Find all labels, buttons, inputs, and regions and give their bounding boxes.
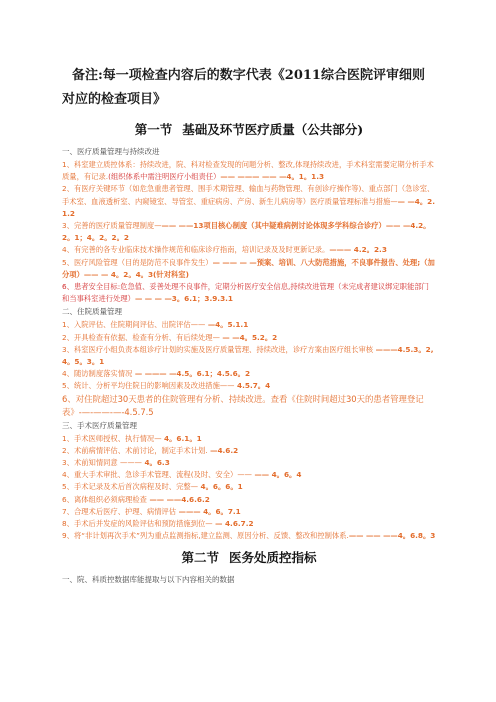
- list-item: 8、手术后并发症的风险评估和预防措施到位— — 4.6.7.2: [62, 519, 254, 529]
- section-heading-1: [62, 120, 436, 140]
- list-item: 6、对住院超过30天患者的住院管理有分析、持续改进。查看《住院时间超过30天的患者管理登记表》-—-——-—-4.5.7.5: [62, 393, 424, 417]
- list-item: 6、离体组织必须病理检查 —— ——4.6.6.2: [62, 494, 210, 504]
- list-item: 5、统计、分析平均住院日的影响因素及改进措施—— 4.5.7。4: [62, 381, 271, 391]
- document-title: 备注:每一项检查内容后的数字代表《2011综合医院评审细则对应的检查项目》: [62, 68, 425, 107]
- list-item: 9、将“非计划再次手术”列为重点监测指标,建立监测、原因分析、反馈、整改和控制体系.—— —— ——4。6.8。3: [62, 531, 436, 541]
- list-item: 1、入院评估、住院期间评估、出院评估—— —4。5.1.1: [62, 320, 249, 330]
- section-heading-2: [62, 548, 436, 568]
- list-item: 1、手术医师授权、执行情况— 4。6.1。1: [62, 433, 202, 443]
- list-item: 7、合理术后医疗、护理、病情评估 ——— 4。6。7.1: [62, 506, 241, 516]
- group-heading-surgery: 三、手术医疗质量管理: [62, 420, 137, 430]
- list-item: 5、医疗风险管理（目的是防范不良事件发生）— —— — —预案、培训、八大防范措施，不良事件报告、处理;（加分项）—— — 4。2。4。3(针对科室): [62, 257, 435, 279]
- list-item: 3、完善的医疗质量管理制度——— ——13项目核心制度（其中疑难病例讨论体现多学科综合诊疗）—— —4.2。2。1；4。2。2。2: [62, 221, 431, 243]
- section-number: 第一节: [134, 122, 173, 137]
- list-item: 3、科室医疗小组负责本组诊疗计划的实施及医疗质量管理、持续改进，诊疗方案由医疗组长审核 ———4.5.3。2,4。5。3。1: [62, 344, 434, 367]
- group-heading-database: 一、院、科质控数据库能提取与以下内容相关的数据: [62, 575, 235, 585]
- list-item: 2、有医疗关键环节（如危急重患者管理、围手术期管理、输血与药物管理、有创诊疗操作等)、重点部门（急诊室、手术室、血液透析室、内窥镜室、导管室、重症病房、产房、新生儿病房等）医疗质量管理标准与措施—— —4。2.1.2: [62, 184, 436, 218]
- section-title: 医务处质控指标: [229, 550, 317, 566]
- section-number: 第二节: [181, 550, 219, 566]
- list-item: 5、手术记录及术后首次病程及时、完整— 4。6。6。1: [62, 482, 243, 492]
- list-item: 4、重大手术审批、急诊手术管理、流程(及时、安全）—— —— 4。6。4: [62, 470, 302, 480]
- list-item: 4、随访制度落实情况 — ——— —4.5。6.1；4.5.6。2: [62, 369, 251, 379]
- list-item: 6、患者安全目标:危急值、妥善处理不良事件，定期分析医疗安全信息,持续改进管理（未完成者建议绑定职能部门和当事科室进行处理）— — — —3。6.1；3.9.3.1: [62, 282, 429, 304]
- list-item: 4、有完善的各专业临床技术操作规范和临床诊疗指南，培训记录及及时更新记录。——— 4.2。2.3: [62, 245, 387, 255]
- group-heading-inpatient: 二、住院质量管理: [62, 307, 122, 317]
- list-item: 2、术前病情评估、术前讨论，制定手术计划. —4.6.2: [62, 445, 239, 455]
- list-item: 1、科室建立质控体系：持续改进，院、科对检查发现的问题分析、整改,体现持续改进，手术科室需要定期分析手术质量，有记录.(组织体系中需注明医疗小组责任）—— ——— —— —4。1。1.3: [62, 160, 434, 182]
- section-title: 基础及环节医疗质量（公共部分): [182, 122, 364, 137]
- group-heading-quality: 一、医疗质量管理与持续改进: [62, 147, 160, 156]
- list-item: 2、开具检查有依据、检查有分析、有后续处理— — —4。5.2。2: [62, 332, 278, 342]
- list-item: 3、术前知情同意 ——— 4。6.3: [62, 458, 170, 468]
